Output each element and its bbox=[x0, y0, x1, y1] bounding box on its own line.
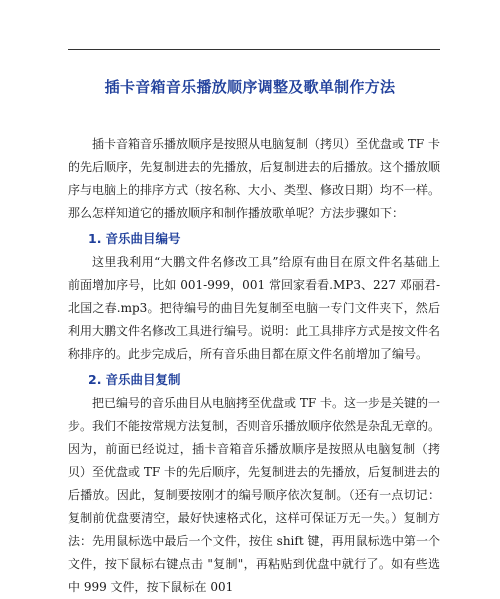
section-heading-2 bbox=[88, 368, 440, 392]
section-paragraph-2: 把已编号的音乐曲目从电脑拷至优盘或 TF 卡。这一步是关键的一步。我们不能按常规方法复制，否则音乐播放顺序依然是杂乱无章的。因为，前面已经说过，插卡音箱音乐播放顺序是按照从电脑复制（拷贝）至优盘或 TF 卡的先后顺序，先复制进去的先播放，后复制进去的后播放。因此，复制要按刚才的编号顺序依次复制。（还有一点切记：复制前优盘要清空，最好快速格式化，这样可保证万无一失。）复制方法：先用鼠标选中最后一个文件，按住 shift 键，再用鼠标选中第一个文件，按下鼠标右键点击 "复制"，再粘贴到优盘中就行了。如有些选中 999 文件，按下鼠标在 001 bbox=[68, 396, 441, 594]
document-title: 插卡音箱音乐播放顺序调整及歌单制作方法 bbox=[104, 78, 396, 96]
section-title-1: 音乐曲目编号 bbox=[105, 231, 181, 246]
intro-paragraph: 插卡音箱音乐播放顺序是按照从电脑复制（拷贝）至优盘或 TF 卡的先后顺序，先复制进去的先播放，后复制进去的后播放。这个播放顺序与电脑上的排序方式（按名称、大小、类型、修改日期）均不一样。那么怎样知道它的播放顺序和制作播放歌单呢？方法步骤如下： bbox=[68, 137, 441, 220]
section-title-2: 音乐曲目复制 bbox=[105, 372, 181, 387]
section-number-2: 2. bbox=[88, 372, 102, 387]
section-heading-1 bbox=[88, 227, 440, 251]
document-body bbox=[68, 133, 440, 599]
section-paragraph-1: 这里我利用“大鹏文件名修改工具”给原有曲目在原文件名基础上前面增加序号，比如 001-999，001 常回家看看.MP3、227 邓丽君-北国之春.mp3。把待编号的曲目先复制至电脑一专门文件夹下，然后利用大鹏文件名修改工具进行编号。说明：此工具排序方式是按文件名称排序的。此步完成后，所有音乐曲目都在原文件名前增加了编号。 bbox=[68, 255, 441, 361]
section-number-1: 1. bbox=[88, 231, 102, 246]
header-rule bbox=[68, 49, 440, 50]
